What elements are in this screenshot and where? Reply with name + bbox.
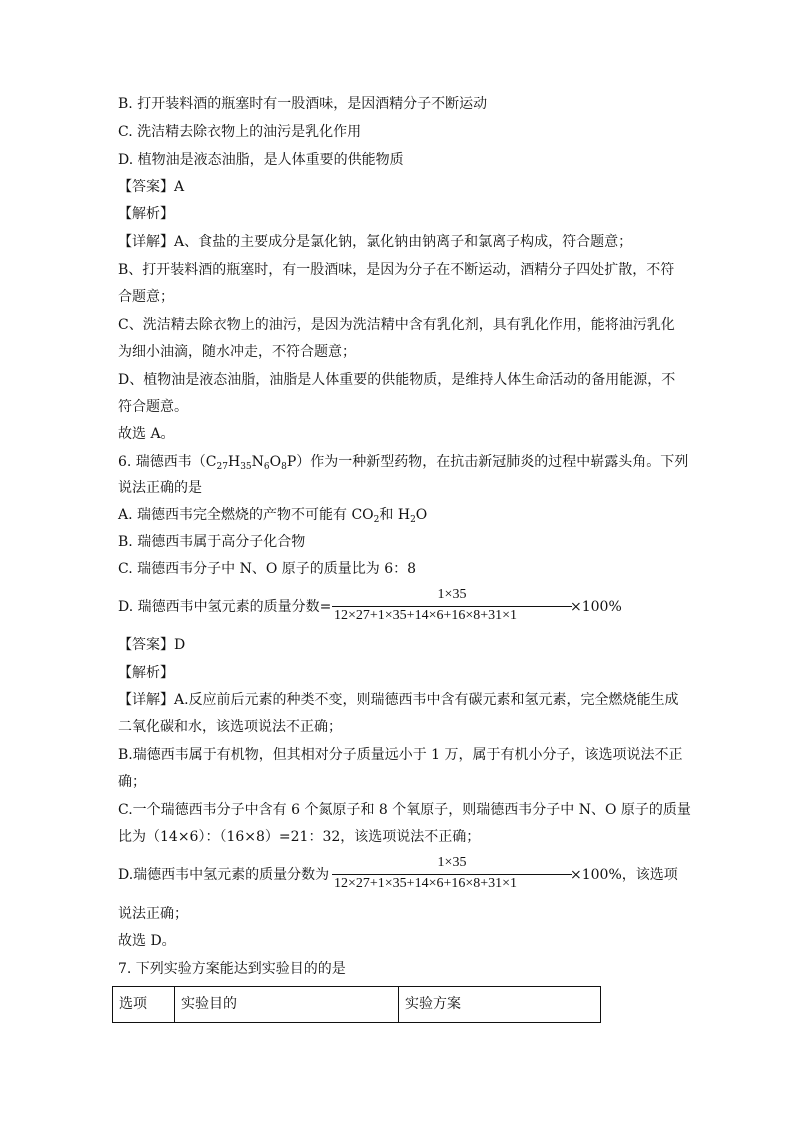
q6-option-d-fraction (332, 587, 572, 627)
q6-detail-d-fraction (332, 855, 572, 895)
q5-analysis-label: 【解析】 (118, 206, 174, 222)
q6-detail-d-2: 说法正确； (118, 906, 188, 922)
table-header-purpose: 实验目的 (175, 987, 399, 1023)
q6-option-b: B. 瑞德西韦属于高分子化合物 (118, 534, 306, 550)
table-header-row (113, 987, 601, 1023)
q5-detail-b-1: B、打开装料酒的瓶塞时，有一股酒味，是因为分子在不断运动，酒精分子四处扩散，不符 (118, 262, 675, 278)
q6-stem-line-1: 6. 瑞德西韦$(C_{27}H_{35}N_6O_8P)$作为一种新型药物，在抗击新冠肺炎的过程中崭露头角。下列 (118, 454, 689, 472)
fraction-numerator: 1×35 (437, 587, 467, 602)
q6-detail-a-2: 二氧化碳和水，该选项说法不正确； (118, 719, 342, 735)
q6-stem-line-2: 说法正确的是 (118, 480, 202, 496)
table-header-option: 选项 (113, 987, 175, 1023)
q5-conclusion: 故选 A。 (118, 426, 175, 442)
table-header-plan: 实验方案 (399, 987, 601, 1023)
q5-option-d: D. 植物油是液态油脂，是人体重要的供能物质 (118, 152, 404, 168)
q7-options-table (112, 986, 601, 1023)
q5-detail-a: 【详解】A、食盐的主要成分是氯化钠，氯化钠由钠离子和氯离子构成，符合题意； (118, 234, 633, 250)
q6-answer: 【答案】D (118, 637, 186, 653)
q5-option-c: C. 洗洁精去除衣物上的油污是乳化作用 (118, 124, 362, 140)
q5-answer: 【答案】A (118, 179, 185, 195)
q5-detail-d-2: 符合题意。 (118, 399, 188, 415)
q6-detail-d-suffix: ×100%，该选项 (570, 867, 678, 883)
q5-detail-b-2: 合题意； (118, 289, 174, 305)
q5-detail-c-1: C、洗洁精去除衣物上的油污，是因为洗洁精中含有乳化剂，具有乳化作用，能将油污乳化 (118, 317, 675, 333)
fraction-numerator: 1×35 (437, 855, 467, 870)
q5-detail-d-1: D、植物油是液态油脂，油脂是人体重要的供能物质，是维持人体生命活动的备用能源，不 (118, 372, 676, 388)
q6-option-d-suffix: ×100% (570, 599, 622, 615)
q6-detail-b-2: 确； (118, 774, 146, 790)
q6-analysis-label: 【解析】 (118, 665, 174, 681)
fraction-denominator: 12×27+1×35+14×6+16×8+31×1 (334, 876, 518, 891)
q7-stem: 7. 下列实验方案能达到实验目的的是 (118, 961, 346, 977)
fraction-bar (332, 874, 572, 875)
q6-detail-d-label: D.瑞德西韦中氢元素的质量分数为 (118, 867, 330, 883)
q6-detail-b-1: B.瑞德西韦属于有机物，但其相对分子质量远小于 1 万，属于有机小分子，该选项说法不正 (118, 747, 683, 763)
fraction-denominator: 12×27+1×35+14×6+16×8+31×1 (334, 608, 518, 623)
q6-option-c: C. 瑞德西韦分子中 N、O 原子的质量比为 6：8 (118, 561, 417, 577)
q6-detail-a-1: 【详解】A.反应前后元素的种类不变，则瑞德西韦中含有碳元素和氢元素，完全燃烧能生成 (118, 692, 679, 708)
q5-detail-c-2: 为细小油滴，随水冲走，不符合题意； (118, 344, 356, 360)
q5-option-b: B. 打开装料酒的瓶塞时有一股酒味，是因酒精分子不断运动 (118, 96, 488, 112)
fraction-bar (332, 606, 572, 607)
q6-detail-c-1: C.一个瑞德西韦分子中含有 6 个氮原子和 8 个氧原子，则瑞德西韦分子中 N、O 原子的质量 (118, 802, 691, 818)
q6-option-a: A. 瑞德西韦完全燃烧的产物不可能有 $CO_2$和 $H_2O$ (118, 507, 428, 525)
q6-detail-c-2: 比为（14×6）：（16×8）=21：32，该选项说法不正确； (118, 829, 481, 845)
q6-option-d-label: D. 瑞德西韦中氢元素的质量分数= (118, 599, 332, 615)
q6-conclusion: 故选 D。 (118, 933, 176, 949)
